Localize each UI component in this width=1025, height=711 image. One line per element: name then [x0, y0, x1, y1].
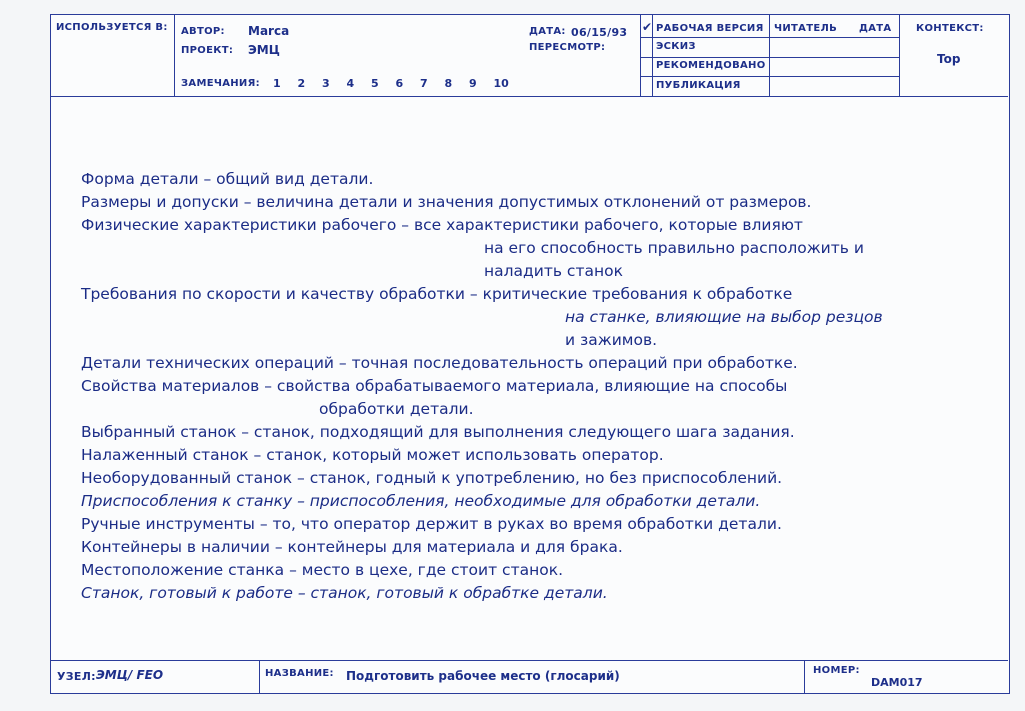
status-line-2: [640, 57, 899, 58]
glossary-line: на его способность правильно расположить и: [484, 239, 864, 257]
project-label: ПРОЕКТ:: [181, 45, 234, 56]
note-number: 8: [444, 77, 453, 90]
status-box-line: [652, 15, 653, 96]
glossary-line: и зажимов.: [565, 331, 658, 349]
glossary-line: Налаженный станок – станок, который может использовать оператор.: [81, 446, 664, 464]
glossary-line: Ручные инструменты – то, что оператор держит в руках во время обработки детали.: [81, 515, 782, 533]
number-label: НОМЕР:: [813, 665, 860, 676]
status-draft: ЭСКИЗ: [656, 41, 696, 52]
note-number: 7: [420, 77, 428, 90]
glossary-body: [81, 168, 981, 605]
glossary-line: Станок, готовый к работе – станок, готовый к обрабтке детали.: [81, 584, 608, 602]
glossary-line: Свойства материалов – свойства обрабатываемого материала, влияющие на способы: [81, 377, 788, 395]
footer-top-line: [51, 660, 1008, 661]
glossary-line: на станке, влияющие на выбор резцов: [565, 308, 883, 326]
project-value: ЭМЦ: [248, 43, 280, 57]
header-divider-4: [899, 15, 900, 96]
title-label: НАЗВАНИЕ:: [265, 668, 334, 679]
author-label: АВТОР:: [181, 26, 225, 37]
status-recommended: РЕКОМЕНДОВАНО: [656, 60, 766, 71]
glossary-line: Размеры и допуски – величина детали и значения допустимых отклонений от размеров.: [81, 193, 812, 211]
glossary-line: Детали технических операций – точная последовательность операций при обработке.: [81, 354, 798, 372]
reader-label: ЧИТАТЕЛЬ: [774, 23, 837, 34]
glossary-line: Требования по скорости и качеству обработки – критические требования к обработке: [81, 285, 793, 303]
date-value: 06/15/93: [571, 26, 628, 39]
glossary-line: Контейнеры в наличии – контейнеры для материала и для брака.: [81, 538, 623, 556]
note-number: 4: [346, 77, 355, 90]
note-number: 3: [322, 77, 330, 90]
note-number: 1: [273, 77, 281, 90]
glossary-line: Физические характеристики рабочего – все характеристики рабочего, которые влияют: [81, 216, 803, 234]
notes-numbers: [273, 77, 509, 90]
status-line-1: [640, 37, 899, 38]
header-divider-1: [174, 15, 175, 96]
number-value: DAM017: [871, 676, 923, 689]
note-number: 2: [297, 77, 306, 90]
note-number: 9: [469, 77, 477, 90]
note-number: 6: [395, 77, 404, 90]
note-number: 5: [371, 77, 379, 90]
reader-date-label: ДАТА: [859, 23, 892, 34]
glossary-line: наладить станок: [484, 262, 623, 280]
header-bottom-line: [51, 96, 1008, 97]
date-label: ДАТА:: [529, 26, 566, 37]
status-publication: ПУБЛИКАЦИЯ: [656, 80, 741, 91]
node-value: ЭМЦ/ FEO: [96, 668, 164, 682]
check-mark-icon: ✔: [642, 20, 653, 34]
used-in-label: ИСПОЛЬЗУЕТСЯ В:: [56, 22, 168, 33]
footer-divider-2: [804, 660, 805, 693]
glossary-line: Выбранный станок – станок, подходящий для выполнения следующего шага задания.: [81, 423, 795, 441]
glossary-line: обработки детали.: [319, 400, 474, 418]
notes-label: ЗАМЕЧАНИЯ:: [181, 78, 260, 89]
header-divider-3: [769, 15, 770, 96]
idef0-form-sheet: [50, 14, 1010, 694]
glossary-line: Местоположение станка – место в цехе, где стоит станок.: [81, 561, 564, 579]
glossary-line: Форма детали – общий вид детали.: [81, 170, 374, 188]
header-divider-2: [640, 15, 641, 96]
review-label: ПЕРЕСМОТР:: [529, 42, 606, 53]
note-number: 10: [493, 77, 509, 90]
status-line-3: [640, 76, 899, 77]
glossary-line: Приспособления к станку – приспособления, необходимые для обработки детали.: [81, 492, 761, 510]
title-value: Подготовить рабочее место (глосарий): [346, 669, 620, 683]
context-value: Top: [937, 52, 961, 66]
glossary-line: Необорудованный станок – станок, годный к употреблению, но без приспособлений.: [81, 469, 783, 487]
context-label: КОНТЕКСТ:: [916, 23, 984, 34]
footer-divider-1: [259, 660, 260, 693]
node-label: УЗЕЛ:: [57, 670, 96, 683]
status-working-version: РАБОЧАЯ ВЕРСИЯ: [656, 23, 764, 34]
author-value: Marca: [248, 24, 290, 38]
